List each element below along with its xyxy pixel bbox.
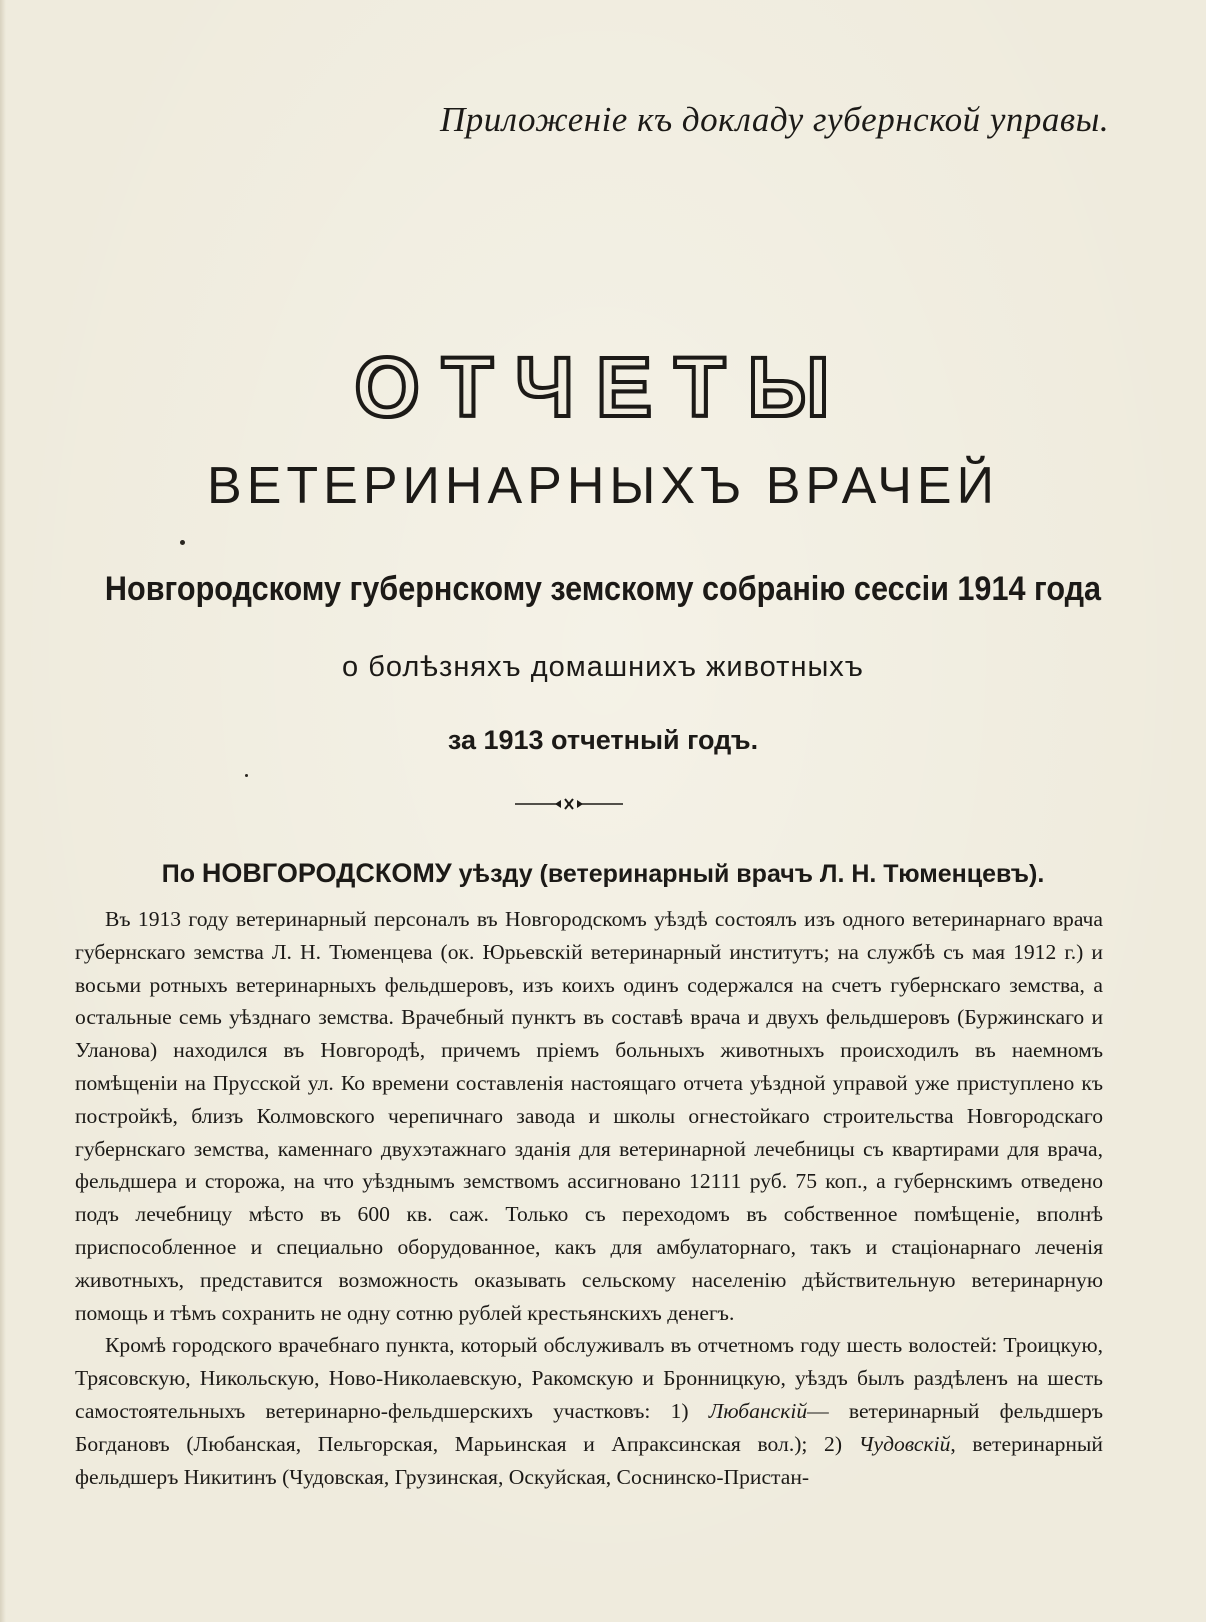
print-speck bbox=[180, 540, 185, 545]
paragraph-2-text-c: , ветеринарный фельдшеръ Никитинъ (Чудовская, Грузинская, Оскуйская, Соснинско-Пристан- bbox=[75, 1431, 1103, 1489]
section-heading-district: НОВГОРОДСКОМУ bbox=[201, 858, 452, 888]
section-heading-prefix: По bbox=[161, 860, 202, 888]
print-speck bbox=[245, 774, 248, 777]
paragraph-2-text-b: — ветеринарный фельдшеръ Богдановъ (Любанская, Пельгорская, Марьинская и Апраксинская вол.); 2) bbox=[75, 1398, 1103, 1456]
appendix-note: Приложенiе къ докладу губернской управы. bbox=[440, 100, 1110, 139]
district-name-lyuban: Любанскiй bbox=[708, 1398, 808, 1423]
district-name-chudovo: Чудовскiй bbox=[858, 1431, 951, 1456]
paragraph-1: Въ 1913 году ветеринарный персоналъ въ Новгородскомъ уѣздѣ состоялъ изъ одного ветеринарнаго врача губернскаго земства Л. Н. Тюменцева (ок. Юрьевскiй ветеринарный институтъ; на службѣ съ мая 1912 г.) и восьми ротныхъ ветеринарныхъ фельдшеровъ, изъ коихъ одинъ содержался на счетъ губернскаго земства, а остальные семь уѣзднаго земства. Врачебный пунктъ въ составѣ врача и двухъ фельдшеровъ (Буржинскаго и Уланова) находился въ Новгородѣ, причемъ прiемъ больныхъ животныхъ происходилъ въ наемномъ помѣщенiи на Прусской ул. Ко времени составленiя настоящаго отчета уѣздной управой уже приступлено къ постройкѣ, близъ Колмовского черепичнаго завода и школы огнестойкаго строительства Новгородскаго губернскаго земства, каменнаго двухэтажнаго зданiя для ветеринарной лечебницы съ квартирами для врача, фельдшера и сторожа, на что уѣзднымъ земствомъ ассигновано 12111 руб. 75 коп., а губернскимъ отведено подъ лечебницу мѣсто въ 600 кв. саж. Только съ переходомъ въ собственное помѣщенiе, вполнѣ приспособленное и специально оборудованное, какъ для амбулаторнаго, такъ и стацiонарнаго леченiя животныхъ, представится возможность оказывать сельскому населенiю дѣйствительную ветеринарную помощь и тѣмъ сохранить не одну сотню рублей крестьянскихъ денегъ. bbox=[75, 907, 1103, 1325]
report-topic-line: о болѣзняхъ домашнихъ животныхъ bbox=[342, 651, 864, 683]
report-assembly-line: Новгородскому губернскому земскому собранiю сессiи 1914 года bbox=[104, 570, 1102, 608]
page-edge-shadow bbox=[0, 0, 6, 1622]
report-subtitle: ВЕТЕРИНАРНЫХЪ ВРАЧЕЙ bbox=[207, 457, 999, 515]
paragraph-2 bbox=[75, 1329, 1103, 1493]
section-heading-rest: уѣзду (ветеринарный врачъ Л. Н. Тюменцевъ). bbox=[451, 860, 1045, 888]
paragraph-2-text-a: Кромѣ городского врачебнаго пункта, который обслуживалъ въ отчетномъ году шесть волостей: Троицкую, Трясовскую, Никольскую, Ново-Николаевскую, Ракомскую и Бронницкую, уѣздъ былъ раздѣленъ на шесть самостоятельныхъ ветеринарно-фельдшерскихъ участковъ: 1) bbox=[75, 1333, 1103, 1423]
report-year-line: за 1913 отчетный годъ. bbox=[447, 725, 759, 755]
report-title: ОТЧЕТЫ bbox=[354, 340, 852, 434]
divider-ornament-icon bbox=[515, 796, 623, 812]
section-heading bbox=[0, 860, 1206, 887]
report-body bbox=[75, 903, 1103, 1493]
